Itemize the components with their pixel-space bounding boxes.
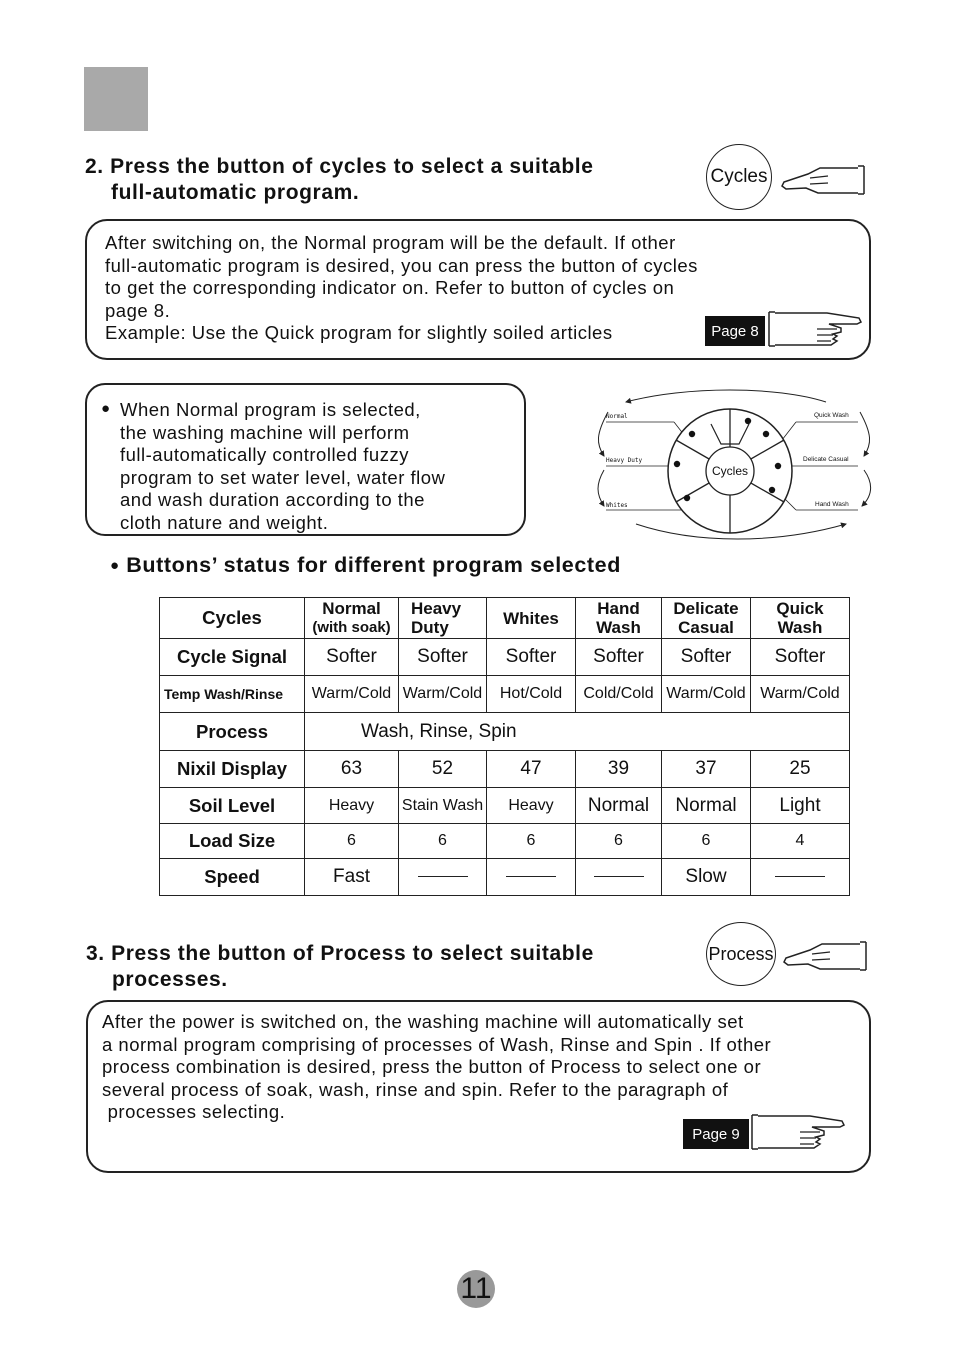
page-8-label: Page 8 <box>711 322 759 340</box>
row-label: Speed <box>160 859 305 896</box>
section2-line: to get the corresponding indicator on. Refer to button of cycles on <box>105 277 675 299</box>
table-cell: Softer <box>487 639 576 676</box>
normal-program-note <box>85 383 526 536</box>
table-cell: Normal <box>576 788 662 824</box>
pointing-hand-icon <box>750 1111 850 1155</box>
table-title <box>110 553 621 578</box>
column-header-text: Quick <box>776 599 824 618</box>
table-cell: Normal <box>662 788 751 824</box>
row-label: Process <box>160 713 305 751</box>
page-number <box>457 1270 495 1308</box>
table-cell: 25 <box>751 751 850 788</box>
table-cell: 63 <box>305 751 399 788</box>
section3-line: processes selecting. <box>102 1101 286 1123</box>
page-9-label: Page 9 <box>692 1125 740 1143</box>
section3-info-box <box>86 1000 871 1173</box>
section3-line: After the power is switched on, the washing machine will automatically set <box>102 1011 744 1032</box>
page-9-reference[interactable] <box>683 1119 749 1149</box>
table-cell: 4 <box>751 824 850 859</box>
dial-label-normal: Normal <box>606 413 628 420</box>
column-header-text: Delicate <box>673 599 739 618</box>
table-cell: Warm/Cold <box>305 676 399 713</box>
note-line: and wash duration according to the <box>120 489 425 511</box>
note-line: the washing machine will perform <box>120 421 410 443</box>
table-cell: 39 <box>576 751 662 788</box>
table-row-cycle-signal <box>160 639 850 676</box>
column-header-normal <box>305 598 399 639</box>
table-row-speed <box>160 859 850 896</box>
table-cell: Softer <box>305 639 399 676</box>
process-value: Wash, Rinse, Spin <box>305 713 850 751</box>
column-header-whites <box>487 598 576 639</box>
section2-line: Example: Use the Quick program for slightly soiled articles <box>105 322 613 344</box>
dial-label-heavy-duty: Heavy Duty <box>606 457 643 464</box>
table-cell: Fast <box>305 859 399 896</box>
table-cell: Stain Wash <box>399 788 487 824</box>
table-cell: Cold/Cold <box>576 676 662 713</box>
column-header-text: Hand <box>597 599 640 618</box>
table-title-text: Buttons’ status for different program selected <box>126 553 621 577</box>
column-header-text: Normal <box>322 599 381 618</box>
process-button[interactable] <box>706 922 776 986</box>
table-cell-dash <box>751 859 850 896</box>
section3-line: process combination is desired, press the button of Process to select one or <box>102 1056 762 1078</box>
table-cell: Softer <box>576 639 662 676</box>
section3-paragraph <box>102 1011 862 1124</box>
table-cell: Heavy <box>305 788 399 824</box>
dial-label-whites: Whites <box>606 502 628 509</box>
table-row-process <box>160 713 850 751</box>
row-label: Cycle Signal <box>160 639 305 676</box>
note-line: When Normal program is selected, <box>120 399 421 420</box>
table-cell: 6 <box>576 824 662 859</box>
section2-line: full-automatic program is desired, you can press the button of cycles <box>105 254 698 276</box>
table-cell: 6 <box>487 824 576 859</box>
row-label: Soil Level <box>160 788 305 824</box>
table-row-load-size <box>160 824 850 859</box>
table-cell: Softer <box>399 639 487 676</box>
dial-label-hand-wash: Hand Wash <box>815 501 849 508</box>
row-label: Nixil Display <box>160 751 305 788</box>
pressing-finger-icon <box>782 938 868 974</box>
table-row-nixil-display <box>160 751 850 788</box>
dial-label-delicate-casual: Delicate Casual <box>803 456 849 463</box>
table-row-temp <box>160 676 850 713</box>
row-label: Load Size <box>160 824 305 859</box>
section3-heading <box>86 941 594 993</box>
dial-center-label: Cycles <box>711 464 748 478</box>
row-label-cycles: Cycles <box>160 598 305 639</box>
table-cell: Slow <box>662 859 751 896</box>
section3-line: several process of soak, wash, rinse and spin. Refer to the paragraph of <box>102 1078 729 1100</box>
table-cell: Hot/Cold <box>487 676 576 713</box>
table-cell: Warm/Cold <box>399 676 487 713</box>
column-header-text: Casual <box>678 618 734 637</box>
section2-heading-line2: full-automatic program. <box>111 181 360 204</box>
section3-heading-line2: processes. <box>112 968 228 991</box>
table-cell: 52 <box>399 751 487 788</box>
pointing-hand-icon <box>767 308 867 352</box>
note-line: cloth nature and weight. <box>120 511 329 533</box>
cycle-dial-diagram <box>596 384 876 544</box>
column-header-text: Wash <box>596 618 641 637</box>
table-header-row <box>160 598 850 639</box>
column-header-delicate-casual <box>662 598 751 639</box>
section2-heading-line1: 2. Press the button of cycles to select a suitable <box>85 155 594 178</box>
table-cell-dash <box>487 859 576 896</box>
process-button-label: Process <box>708 943 774 964</box>
table-cell: Softer <box>751 639 850 676</box>
column-header-subtext: (with soak) <box>312 619 391 636</box>
table-cell: Warm/Cold <box>662 676 751 713</box>
table-cell-dash <box>399 859 487 896</box>
section3-line: a normal program comprising of processes of Wash, Rinse and Spin . If other <box>102 1033 772 1055</box>
cycles-button[interactable] <box>706 144 772 210</box>
table-cell-dash <box>576 859 662 896</box>
column-header-text: Heavy <box>411 599 462 618</box>
note-line: program to set water level, water flow <box>120 466 446 488</box>
column-header-quick-wash <box>751 598 850 639</box>
column-header-heavy-duty <box>399 598 487 639</box>
corner-marker <box>84 67 148 131</box>
pressing-finger-icon <box>780 162 866 198</box>
row-label: Temp Wash/Rinse <box>160 676 305 713</box>
column-header-text: Whites <box>503 608 559 628</box>
column-header-hand-wash <box>576 598 662 639</box>
page-number-text: 11 <box>460 1272 492 1305</box>
table-cell: Heavy <box>487 788 576 824</box>
column-header-text: Duty <box>411 618 449 637</box>
table-cell: Softer <box>662 639 751 676</box>
table-cell: Warm/Cold <box>751 676 850 713</box>
program-status-table <box>159 597 850 896</box>
section3-heading-line1: 3. Press the button of Process to select suitable <box>86 942 594 965</box>
table-cell: 6 <box>662 824 751 859</box>
note-line: full-automatically controlled fuzzy <box>120 444 409 466</box>
cycles-button-label: Cycles <box>710 166 768 187</box>
section2-info-box <box>85 219 871 360</box>
section2-line: page 8. <box>105 299 171 321</box>
table-cell: 37 <box>662 751 751 788</box>
section2-line: After switching on, the Normal program will be the default. If other <box>105 232 676 253</box>
note-text <box>120 399 520 535</box>
table-cell: Light <box>751 788 850 824</box>
column-header-text: Wash <box>777 618 823 637</box>
page-8-reference[interactable] <box>705 316 765 346</box>
table-cell: 6 <box>305 824 399 859</box>
table-title-bullet: ● <box>110 557 120 574</box>
section2-paragraph <box>105 232 805 345</box>
note-bullet: ● <box>101 400 111 417</box>
table-cell: 47 <box>487 751 576 788</box>
dial-label-quick-wash: Quick Wash <box>814 412 849 419</box>
table-row-soil-level <box>160 788 850 824</box>
table-cell: 6 <box>399 824 487 859</box>
section2-heading <box>85 154 594 206</box>
